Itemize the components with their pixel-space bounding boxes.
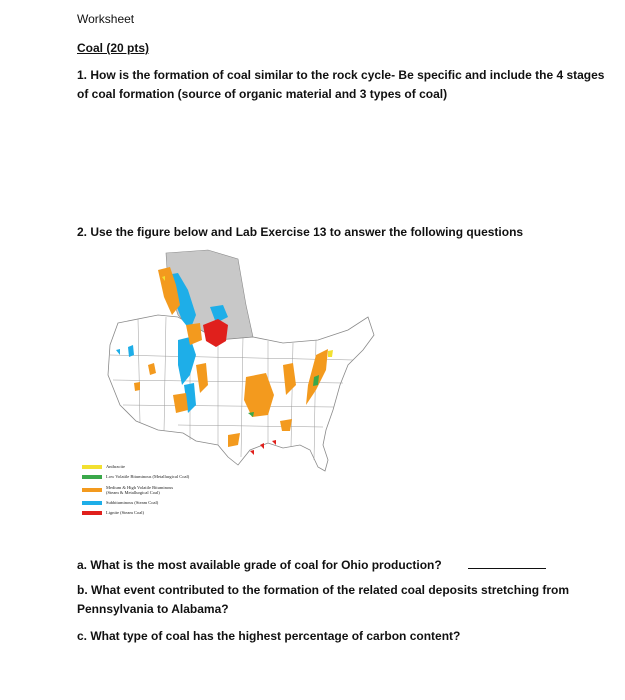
question-b: b. What event contributed to the formation of the related coal deposits stretching from Pennsylvania to Alabama? [77,583,570,616]
legend-label-line-1: Medium & High Volatile Bituminous [106,484,174,490]
answer-blank[interactable] [468,559,546,569]
question-1: 1. How is the formation of coal similar to the rock cycle- Be specific and include the 4 stages of coal formation (source of organic material and 3 types of coal) [77,68,605,101]
legend-item-subbituminous [82,498,262,507]
question-a-text: a. What is the most available grade of coal for Ohio production? [77,558,442,572]
legend-swatch [82,488,102,492]
legend-swatch [82,465,102,469]
legend-label: Subbituminous (Steam Coal) [106,500,159,505]
legend-label: Low Volatile Bituminous (Metallurgical Coal) [106,474,190,479]
legend-label: Anthracite [106,464,125,469]
legend-item-low-volatile [82,472,262,481]
question-c: c. What type of coal has the highest percentage of carbon content? [77,629,461,643]
document-title: Worksheet [77,12,135,26]
legend-label [106,485,173,495]
legend-swatch [82,501,102,505]
question-2: 2. Use the figure below and Lab Exercise 13 to answer the following questions [77,225,524,239]
legend-swatch [82,511,102,515]
legend-item-medium-high-volatile [82,482,262,497]
legend-label-line-2: (Steam & Metallurgical Coal) [106,489,160,495]
legend-item-lignite [82,508,262,517]
legend-label: Lignite (Steam Coal) [106,510,144,515]
question-a [77,556,607,575]
legend-item-anthracite [82,462,262,471]
section-heading: Coal (20 pts) [77,41,150,55]
legend-swatch [82,475,102,479]
map-legend [82,462,262,518]
